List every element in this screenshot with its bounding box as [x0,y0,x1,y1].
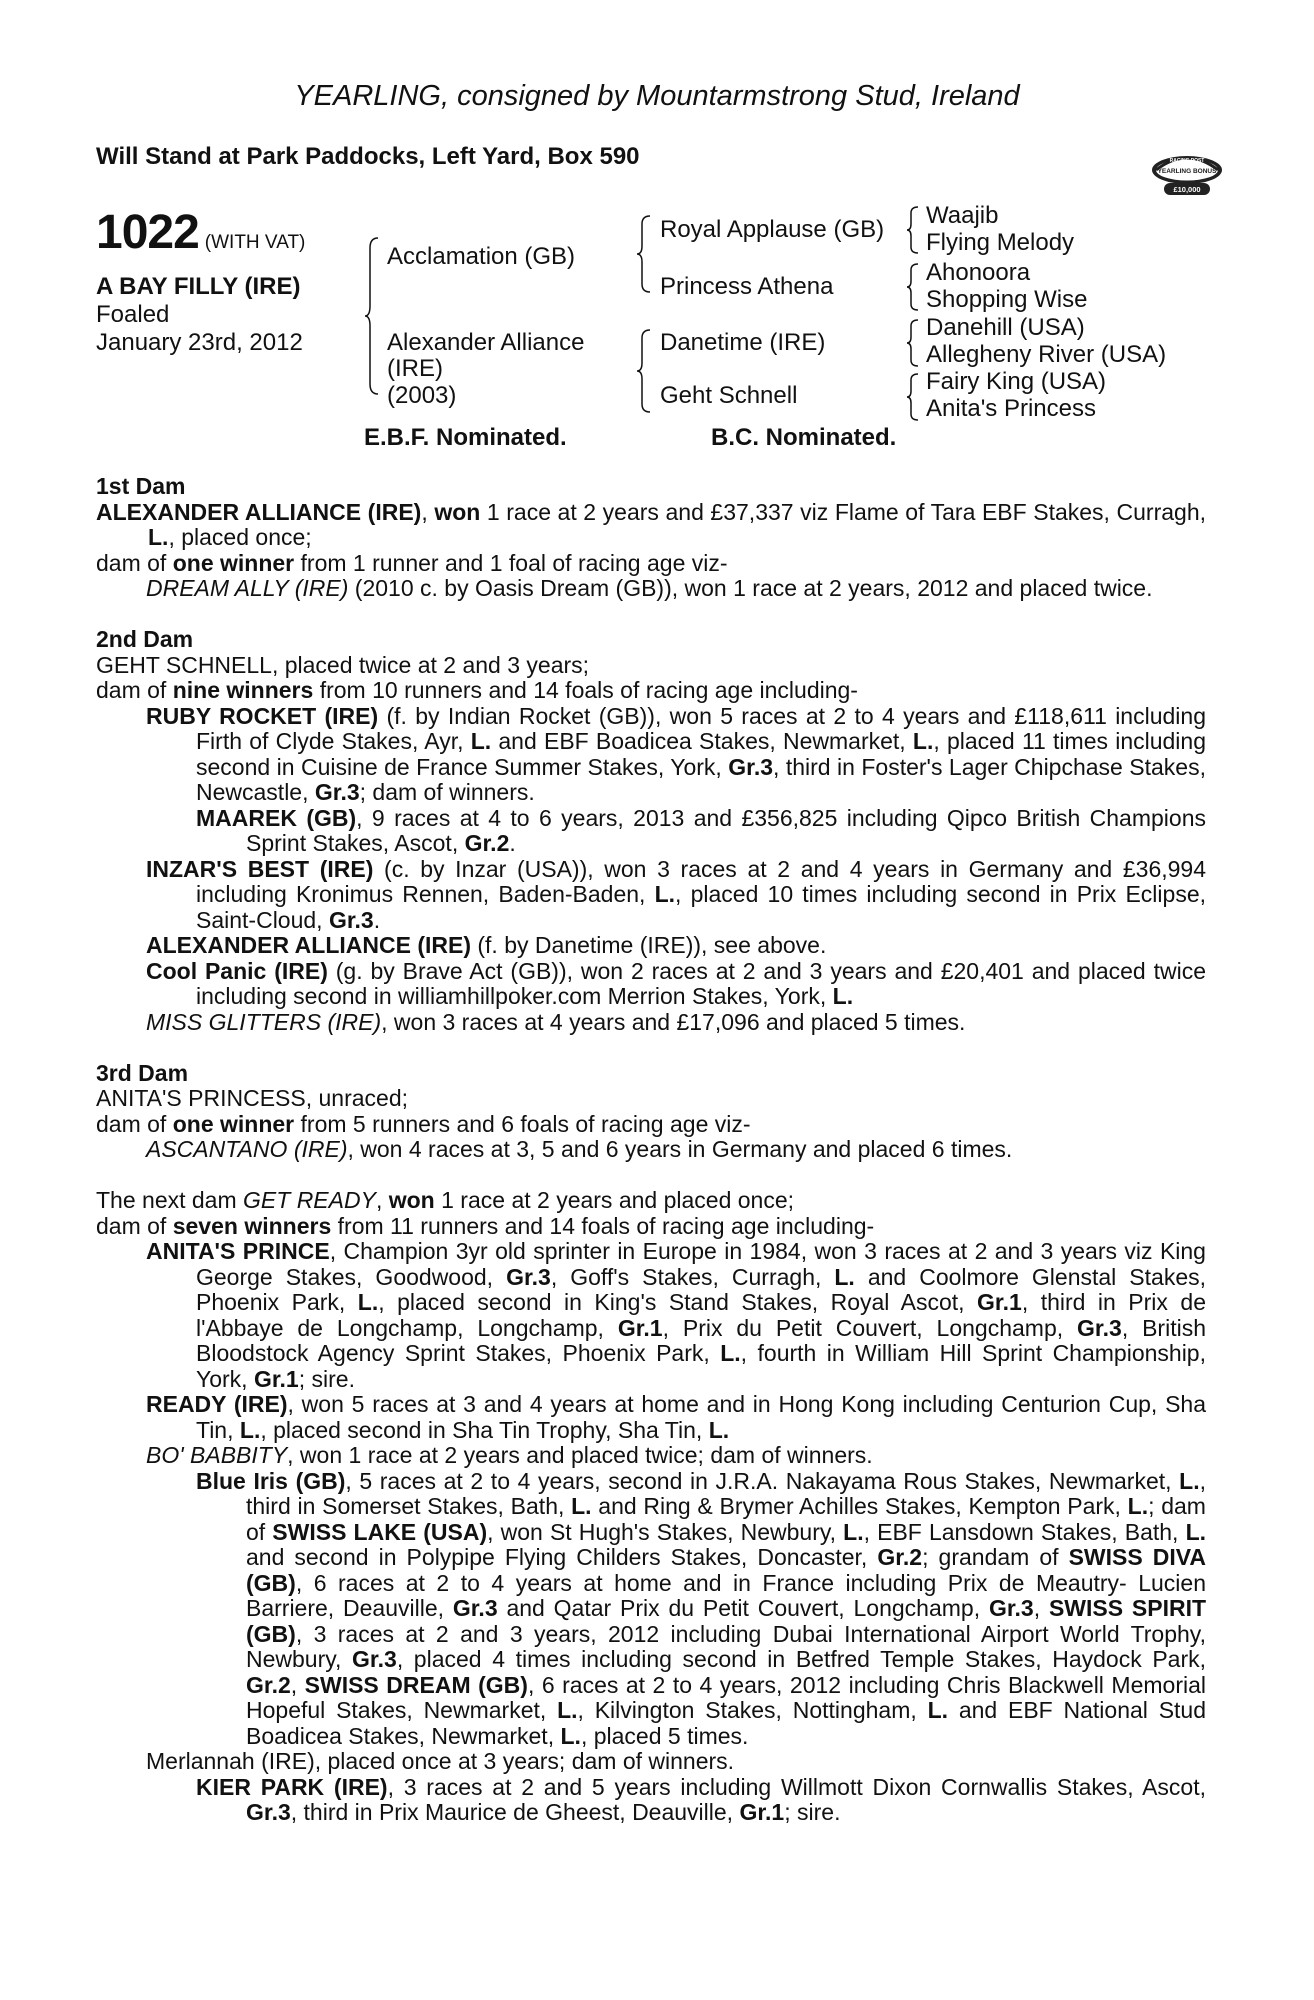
g-brace-1 [906,205,920,255]
third-dam-heading: 3rd Dam [96,1059,189,1086]
lot-heading [96,205,305,260]
dam-brace [636,328,652,414]
produce-entry: KIER PARK (IRE), 3 races at 2 and 5 years including Willmott Dixon Cornwallis Stakes, Ascot, Gr.3, third in Prix Maurice de Gheest, Deauville, Gr.1; sire. [196,1773,1206,1825]
g-brace-4 [906,372,920,422]
sire-brace [636,214,652,294]
produce-entry: ALEXANDER ALLIANCE (IRE) (f. by Danetime (IRE)), see above. [146,932,827,958]
sire-dam-brace [364,236,380,396]
yearling-bonus-badge [1150,148,1224,200]
next-dam-produce: dam of seven winners from 11 runners and 14 foals of racing age including- [96,1212,875,1239]
grandsire-6: Allegheny River (USA) [926,341,1167,368]
foaled-date: January 23rd, 2012 [96,329,303,356]
dam-produce: dam of one winner from 1 runner and 1 foal of racing age viz- [96,549,728,576]
second-dam-heading: 2nd Dam [96,626,194,652]
g-brace-3 [906,318,920,368]
bc-nominated: B.C. Nominated. [711,424,897,451]
badge-line-2: YEARLING BONUS [1157,168,1217,175]
produce-entry: ASCANTANO (IRE), won 4 races at 3, 5 and 6 years in Germany and placed 6 times. [146,1136,1013,1162]
sire-dam: Princess Athena [660,273,834,300]
second-dam-produce: dam of nine winners from 10 runners and 14 foals of racing age including- [96,677,858,703]
g-brace-2 [906,262,920,312]
first-dam-heading: 1st Dam [96,473,186,499]
produce-entry: Blue Iris (GB), 5 races at 2 to 4 years, second in J.R.A. Nakayama Rous Stakes, Newmarket, L., third in Somerset Stakes, Bath, L. and Ring & Brymer Achilles Stakes, Kempton Park, L.; dam of SWISS LAKE (USA), won St Hugh's Stakes, Newbury, L., EBF Lansdown Stakes, Bath, L. and second in Polypipe Flying Childers Stakes, Doncaster, Gr.2; grandam of SWISS DIVA (GB), 6 races at 2 to 4 years at home and in France including Prix de Meautry- Lucien Barriere, Deauville, Gr.3 and Qatar Prix du Petit Couvert, Longchamp, Gr.3, SWISS SPIRIT (GB), 3 races at 2 and 3 years, 2012 including Dubai International Airport World Trophy, Newbury, Gr.3, placed 4 times including second in Betfred Temple Stakes, Haydock Park, Gr.2, SWISS DREAM (GB), 6 races at 2 to 4 years, 2012 including Chris Blackwell Memorial Hopeful Stakes, Newmarket, L., Kilvington Stakes, Nottingham, L. and EBF National Stud Boadicea Stakes, Newmarket, L., placed 5 times. [196,1467,1207,1749]
third-dam-produce: dam of one winner from 5 runners and 6 foals of racing age viz- [96,1110,751,1137]
lot-vat: (WITH VAT) [204,232,306,253]
dam-sire: Danetime (IRE) [660,329,826,356]
produce-entry: BO' BABBITY, won 1 race at 2 years and placed twice; dam of winners. [146,1442,873,1468]
next-dam-entry: The next dam GET READY, won 1 race at 2 years and placed once; [96,1187,795,1213]
produce-entry: MISS GLITTERS (IRE), won 3 races at 4 years and £17,096 and placed 5 times. [146,1008,966,1035]
badge-line-1: RACING POST [1169,158,1205,164]
catalogue-body [96,474,1206,1826]
grandsire-8: Anita's Princess [926,395,1096,422]
dam-line-3: (2003) [387,382,457,409]
produce-entry: READY (IRE), won 5 races at 3 and 4 years at home and in Hong Kong including Centurion Cup, Sha Tin, L., placed second in Sha Tin Trophy, Sha Tin, L. [146,1391,1206,1443]
dam-dam: Geht Schnell [660,382,798,409]
grandsire-3: Ahonoora [926,259,1031,286]
lot-number: 1022 [96,206,199,259]
produce-entry: DREAM ALLY (IRE) (2010 c. by Oasis Dream (GB)), won 1 race at 2 years, 2012 and placed twice. [146,575,1153,601]
produce-entry: Merlannah (IRE), placed once at 3 years; dam of winners. [146,1748,735,1774]
grandsire-4: Shopping Wise [926,286,1088,313]
grandsire-5: Danehill (USA) [926,314,1085,341]
horse-name: A BAY FILLY (IRE) [96,273,301,300]
third-dam-entry: ANITA'S PRINCESS, unraced; [96,1085,409,1111]
badge-line-3: £10,000 [1173,185,1201,194]
produce-entry: ANITA'S PRINCE, Champion 3yr old sprinter in Europe in 1984, won 3 races at 2 and 3 years viz King George Stakes, Goodwood, Gr.3, Goff's Stakes, Curragh, L. and Coolmore Glenstal Stakes, Phoenix Park, L., placed second in King's Stand Stakes, Royal Ascot, Gr.1, third in Prix de l'Abbaye de Longchamp, Longchamp, Gr.1, Prix du Petit Couvert, Longchamp, Gr.3, British Bloodstock Agency Sprint Stakes, Phoenix Park, L., fourth in William Hill Sprint Championship, York, Gr.1; sire. [146,1238,1207,1392]
second-dam-entry: GEHT SCHNELL, placed twice at 2 and 3 years; [96,651,590,678]
sire: Acclamation (GB) [387,243,576,270]
dam-line-2: (IRE) [387,355,443,382]
page-title: YEARLING, consigned by Mountarmstrong Stud, Ireland [294,80,1020,112]
foaled-label: Foaled [96,301,170,328]
grandsire-1: Waajib [926,202,999,229]
produce-entry: RUBY ROCKET (IRE) (f. by Indian Rocket (GB)), won 5 races at 2 to 4 years and £118,611 including Firth of Clyde Stakes, Ayr, L. and EBF Boadicea Stakes, Newmarket, L., placed 11 times including second in Cuisine de France Summer Stakes, York, Gr.3, third in Foster's Lager Chipchase Stakes, Newcastle, Gr.3; dam of winners. [146,702,1206,805]
sire-sire: Royal Applause (GB) [660,216,885,243]
grandsire-2: Flying Melody [926,229,1075,256]
stand-location: Will Stand at Park Paddocks, Left Yard, Box 590 [96,143,640,170]
dam-entry: ALEXANDER ALLIANCE (IRE), won 1 race at 2 years and £37,337 viz Flame of Tara EBF Stakes, Curragh, L., placed once; [96,498,1206,550]
produce-entry: MAAREK (GB), 9 races at 4 to 6 years, 2013 and £356,825 including Qipco British Champions Sprint Stakes, Ascot, Gr.2. [196,804,1206,856]
produce-entry: Cool Panic (IRE) (g. by Brave Act (GB)), won 2 races at 2 and 3 years and £20,401 and placed twice including second in williamhillpoker.com Merrion Stakes, York, L. [146,957,1206,1009]
dam-line-1: Alexander Alliance [387,329,585,356]
produce-entry: INZAR'S BEST (IRE) (c. by Inzar (USA)), won 3 races at 2 and 4 years in Germany and £36,994 including Kronimus Rennen, Baden-Baden, L., placed 10 times including second in Prix Eclipse, Saint-Cloud, Gr.3. [146,855,1207,933]
ebf-nominated: E.B.F. Nominated. [364,424,567,451]
grandsire-7: Fairy King (USA) [926,368,1107,395]
